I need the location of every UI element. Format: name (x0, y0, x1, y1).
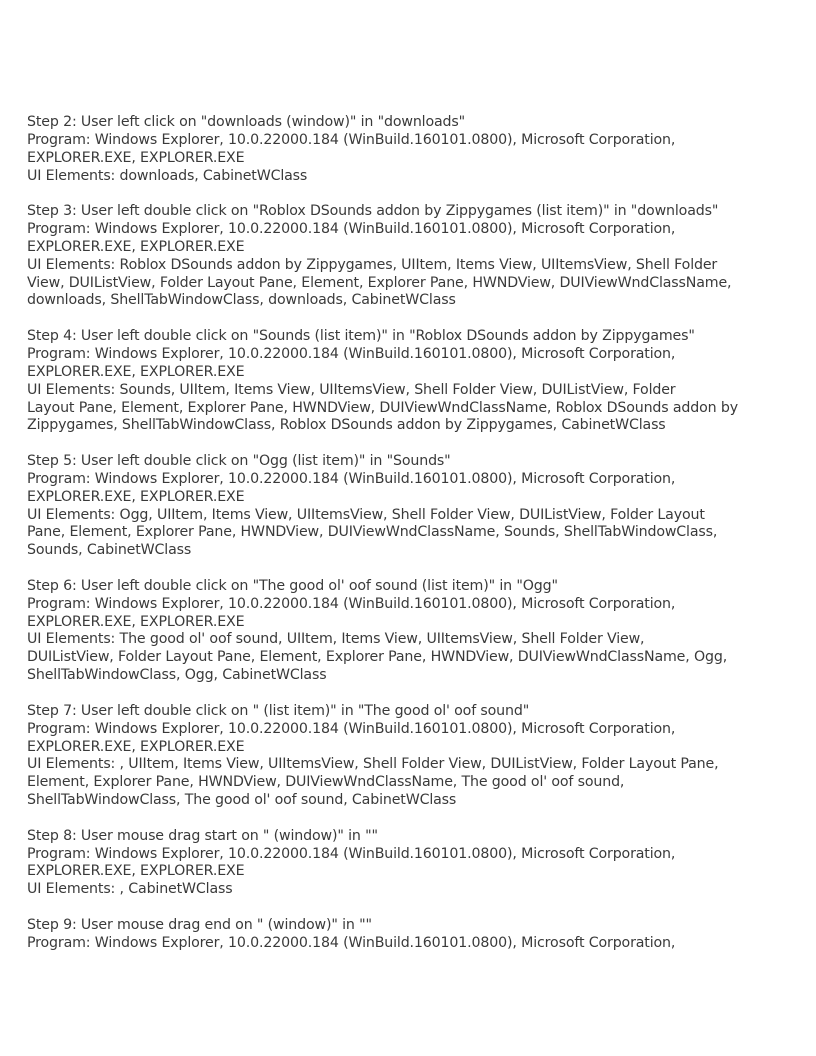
program-line: Program: Windows Explorer, 10.0.22000.184 (WinBuild.160101.0800), Microsoft Corporation, (27, 470, 676, 487)
program-line-continued: EXPLORER.EXE, EXPLORER.EXE (27, 363, 245, 380)
ui-elements-line-continued: ShellTabWindowClass, Ogg, CabinetWClass (27, 667, 327, 684)
step-block-4 (27, 328, 802, 435)
program-line: Program: Windows Explorer, 10.0.22000.184 (WinBuild.160101.0800), Microsoft Corporation, (27, 934, 676, 951)
ui-elements-line-continued: Sounds, CabinetWClass (27, 542, 192, 559)
ui-elements-line-continued: DUIListView, Folder Layout Pane, Element, Explorer Pane, HWNDView, DUIViewWndClassName, Ogg, (27, 649, 728, 666)
ui-elements-line-continued: Element, Explorer Pane, HWNDView, DUIViewWndClassName, The good ol' oof sound, (27, 774, 625, 791)
program-line: Program: Windows Explorer, 10.0.22000.184 (WinBuild.160101.0800), Microsoft Corporation, (27, 720, 676, 737)
step-block-3 (27, 203, 802, 310)
step-block-2 (27, 114, 802, 185)
step-heading: Step 6: User left double click on "The good ol' oof sound (list item)" in "Ogg" (27, 577, 558, 594)
program-line-continued: EXPLORER.EXE, EXPLORER.EXE (27, 738, 245, 755)
step-heading: Step 7: User left double click on " (list item)" in "The good ol' oof sound" (27, 702, 530, 719)
step-block-8 (27, 828, 802, 899)
step-heading: Step 5: User left double click on "Ogg (list item)" in "Sounds" (27, 453, 451, 470)
program-line: Program: Windows Explorer, 10.0.22000.184 (WinBuild.160101.0800), Microsoft Corporation, (27, 131, 676, 148)
ui-elements-line: UI Elements: downloads, CabinetWClass (27, 167, 308, 184)
program-line: Program: Windows Explorer, 10.0.22000.184 (WinBuild.160101.0800), Microsoft Corporation, (27, 221, 676, 238)
ui-elements-line: UI Elements: , UIItem, Items View, UIItemsView, Shell Folder View, DUIListView, Folder Layout Pane, (27, 756, 719, 773)
document-page (27, 114, 802, 971)
ui-elements-line-continued: Zippygames, ShellTabWindowClass, Roblox DSounds addon by Zippygames, CabinetWClass (27, 417, 666, 434)
step-heading: Step 4: User left double click on "Sounds (list item)" in "Roblox DSounds addon by Zippygames" (27, 328, 695, 345)
program-line-continued: EXPLORER.EXE, EXPLORER.EXE (27, 863, 245, 880)
ui-elements-line-continued: ShellTabWindowClass, The good ol' oof sound, CabinetWClass (27, 792, 457, 809)
step-heading: Step 8: User mouse drag start on " (window)" in "" (27, 827, 378, 844)
program-line: Program: Windows Explorer, 10.0.22000.184 (WinBuild.160101.0800), Microsoft Corporation, (27, 845, 676, 862)
step-block-9 (27, 917, 802, 953)
ui-elements-line-continued: Layout Pane, Element, Explorer Pane, HWNDView, DUIViewWndClassName, Roblox DSounds addon by (27, 399, 738, 416)
ui-elements-line-continued: downloads, ShellTabWindowClass, downloads, CabinetWClass (27, 292, 456, 309)
step-block-6 (27, 578, 802, 685)
step-heading: Step 3: User left double click on "Roblox DSounds addon by Zippygames (list item)" in "downloads" (27, 203, 719, 220)
program-line-continued: EXPLORER.EXE, EXPLORER.EXE (27, 488, 245, 505)
ui-elements-line: UI Elements: Roblox DSounds addon by Zippygames, UIItem, Items View, UIItemsView, Shell Folder (27, 256, 718, 273)
program-line-continued: EXPLORER.EXE, EXPLORER.EXE (27, 613, 245, 630)
program-line: Program: Windows Explorer, 10.0.22000.184 (WinBuild.160101.0800), Microsoft Corporation, (27, 595, 676, 612)
ui-elements-line-continued: Pane, Element, Explorer Pane, HWNDView, DUIViewWndClassName, Sounds, ShellTabWindowClass, (27, 524, 718, 541)
ui-elements-line: UI Elements: , CabinetWClass (27, 881, 233, 898)
ui-elements-line: UI Elements: Sounds, UIItem, Items View, UIItemsView, Shell Folder View, DUIListView, Folder (27, 381, 676, 398)
step-heading: Step 2: User left click on "downloads (window)" in "downloads" (27, 114, 466, 130)
program-line-continued: EXPLORER.EXE, EXPLORER.EXE (27, 238, 245, 255)
step-heading: Step 9: User mouse drag end on " (window)" in "" (27, 916, 372, 933)
program-line-continued: EXPLORER.EXE, EXPLORER.EXE (27, 149, 245, 166)
ui-elements-line: UI Elements: Ogg, UIItem, Items View, UIItemsView, Shell Folder View, DUIListView, Folder Layout (27, 506, 705, 523)
ui-elements-line: UI Elements: The good ol' oof sound, UIItem, Items View, UIItemsView, Shell Folder View, (27, 631, 645, 648)
step-block-5 (27, 453, 802, 560)
step-block-7 (27, 703, 802, 810)
ui-elements-line-continued: View, DUIListView, Folder Layout Pane, Element, Explorer Pane, HWNDView, DUIViewWndClassName, (27, 274, 732, 291)
program-line: Program: Windows Explorer, 10.0.22000.184 (WinBuild.160101.0800), Microsoft Corporation, (27, 345, 676, 362)
